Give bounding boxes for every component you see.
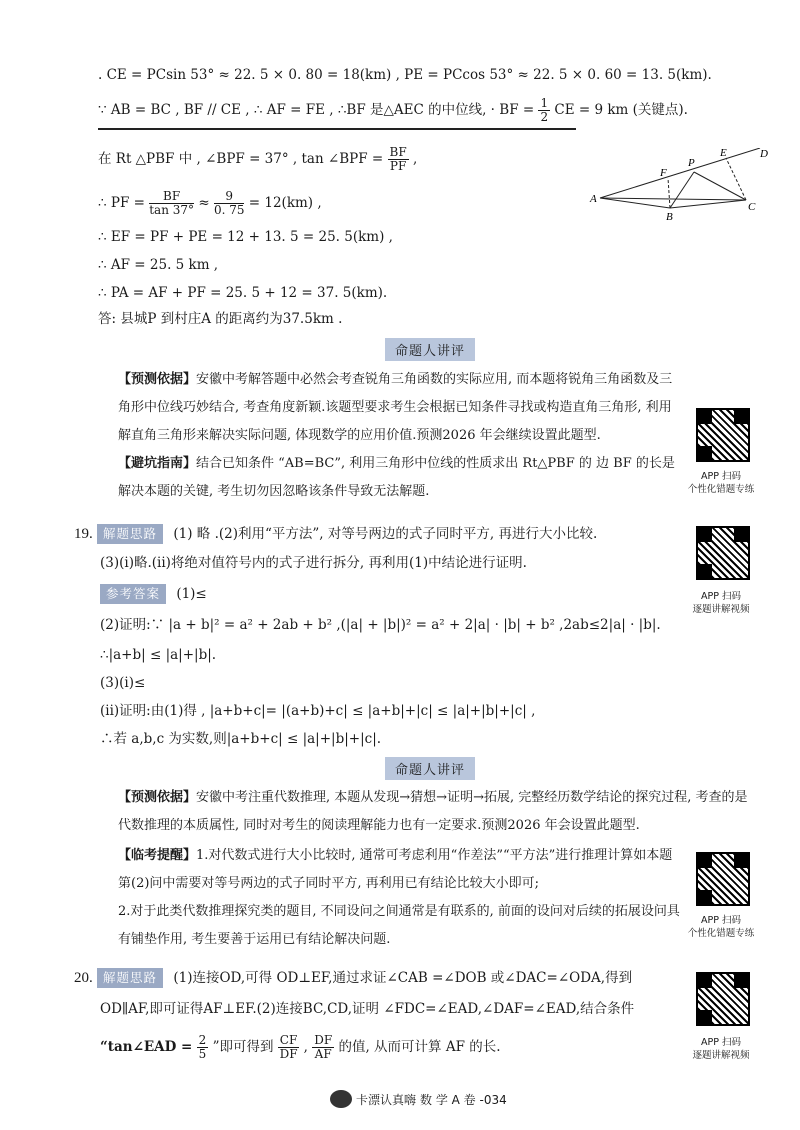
label-p: P (688, 157, 695, 169)
solution-line-ce-pe: . CE = PCsin 53° ≈ 22. 5 × 0. 80 = 18(km) , PE = PCcos 53° ≈ 22. 5 × 0. 60 = 13. 5(km). (98, 67, 712, 83)
solution-line-af: ∴ AF = 25. 5 km , (98, 257, 219, 273)
q20-think-line-1: 20. 解题思路 (1)连接OD,可得 OD⊥EF,通过求证∠CAB =∠DOB 或∠DAC=∠ODA,得到 (74, 970, 633, 986)
fraction-half: $\frac{1}{2}$ (540, 96, 549, 124)
line-c-e (726, 158, 746, 200)
qr-caption-2: APP 扫码 逐题讲解视频 (692, 591, 750, 615)
triangle-diagram (588, 148, 768, 220)
q19-answer-2: (2)证明:∵ |a + b|² = a² + 2ab + b² ,(|a| + |b|)² = a² + 2|a| · |b| + b² ,2ab≤2|a| · |b|. (100, 617, 661, 633)
label-a: A (590, 193, 597, 205)
solution-line-pa: ∴ PA = AF + PF = 25. 5 + 12 = 37. 5(km). (98, 285, 388, 301)
q19-answer-1: 参考答案 (1)≤ (100, 584, 207, 604)
fraction-df-af: $\frac{DF}{AF}$ (314, 1033, 333, 1061)
q19-answer-3: ∴|a+b| ≤ |a|+|b|. (100, 647, 217, 663)
qr-caption-4: APP 扫码 逐题讲解视频 (692, 1037, 750, 1061)
solution-line-pf: ∴ PF = $\frac{BF}{\tan 37^\circ}$ ≈ $\frac{9}{0. 75}$ = 12(km) , (98, 189, 322, 217)
review-2-reminder-2: 2.对于此类代数推理探究类的题目, 不同设问之间通常是有联系的, 前面的设问对后续的拓展设问具有铺垫作用, 考生要善于运用已有结论解决问题. (118, 904, 680, 947)
solution-line-rt-pbf: 在 Rt △PBF 中 , ∠BPF = 37° , tan ∠BPF = $\frac{BF}{PF}$ , (98, 145, 418, 173)
q19-answer-5: (ii)证明:由(1)得 , |a+b+c|= |(a+b)+c| ≤ |a+b|+|c| ≤ |a|+|b|+|c| , (100, 703, 536, 719)
label-d: D (760, 148, 768, 160)
tag-solution-approach-20: 解题思路 (97, 968, 163, 988)
label-c: C (748, 201, 756, 213)
solution-line-ef: ∴ EF = PF + PE = 12 + 13. 5 = 25. 5(km) , (98, 229, 393, 245)
solution-answer: 答: 县城P 到村庄A 的距离约为37.5km . (98, 311, 343, 327)
review-2-reminder-1: 【临考提醒】1.对代数式进行大小比较时, 通常可考虑利用“作差法”“平方法”进行推理计算如本题第(2)问中需要对等号两边的式子同时平方, 再利用已有结论比较大小即可; (118, 848, 673, 891)
line-a-d (600, 148, 760, 198)
line-b-c (670, 200, 746, 208)
fraction-2-5: $\frac{2}{5}$ (198, 1033, 207, 1061)
line-b-f (668, 178, 670, 208)
label-e: E (720, 148, 727, 159)
qr-code-3[interactable] (696, 852, 750, 906)
section-banner-review-1: 命题人讲评 (385, 338, 475, 361)
fraction-9-075: $\frac{9}{0. 75}$ (213, 189, 245, 217)
fraction-bf-pf: $\frac{BF}{PF}$ (389, 145, 407, 173)
mascot-icon (330, 1090, 352, 1108)
line-a-c (600, 198, 746, 200)
tag-solution-approach: 解题思路 (97, 524, 163, 544)
q19-think-line-2: (3)(i)略.(ii)将绝对值符号内的式子进行拆分, 再利用(1)中结论进行证明. (100, 555, 527, 571)
qr-caption-1: APP 扫码 个性化错题专练 (687, 471, 755, 495)
review-1-prediction: 【预测依据】安徽中考解答题中必然会考查锐角三角函数的实际应用, 而本题将锐角三角函数及三角形中位线巧妙结合, 考查角度新颖.该题型要求考生会根据已知条件寻找或构造直角三角形, 利用解直角三角形来解决实际问题, 体现数学的应用价值.预测2026 年会继续设置此题型. (118, 372, 673, 443)
divider-rule (98, 128, 576, 130)
qr-caption-3: APP 扫码 个性化错题专练 (687, 915, 755, 939)
qr-code-2[interactable] (696, 526, 750, 580)
page-footer: 卡漂认真嗨 数 学 A 卷 -034 (330, 1090, 507, 1108)
q19-answer-6: ∴若 a,b,c 为实数,则|a+b+c| ≤ |a|+|b|+|c|. (100, 731, 382, 747)
line-p-c (694, 172, 746, 200)
review-1-pitfall: 【避坑指南】结合已知条件 “AB=BC”, 利用三角形中位线的性质求出 Rt△PBF 的 边 BF 的长是解决本题的关键, 考生切勿因忽略该条件导致无法解题. (118, 456, 675, 499)
fraction-bf-tan: $\frac{BF}{\tan 37^\circ}$ (149, 189, 195, 217)
review-2-prediction: 【预测依据】安徽中考注重代数推理, 本题从发现→猜想→证明→拓展, 完整经历数学结论的探究过程, 考查的是代数推理的本质属性, 同时对考生的阅读理解能力也有一定要求.预测2026 年会设置此题型. (118, 790, 748, 833)
q20-think-line-3: “tan∠EAD = $\frac{2}{5}$ ”即可得到 $\frac{CF}{DF}$ , $\frac{DF}{AF}$ 的值, 从而可计算 AF 的长. (100, 1033, 501, 1061)
q20-think-line-2: OD∥AF,即可证得AF⊥EF.(2)连接BC,CD,证明 ∠FDC=∠EAD,∠DAF=∠EAD,结合条件 (100, 1001, 635, 1017)
solution-line-bf: ∵ AB = BC , BF // CE , ∴ AF = FE , ∴BF 是△AEC 的中位线, · BF = $\frac{1}{2}$ CE = 9 km (关键点). (98, 96, 688, 124)
line-b-p (670, 172, 694, 208)
label-f: F (660, 167, 667, 179)
q19-answer-4: (3)(i)≤ (100, 675, 146, 691)
q19-think-line-1: 19. 解题思路 (1) 略 .(2)利用“平方法”, 对等号两边的式子同时平方, 再进行大小比较. (74, 526, 598, 542)
tag-reference-answer: 参考答案 (100, 584, 166, 604)
line-a-b (600, 198, 670, 208)
qr-code-4[interactable] (696, 972, 750, 1026)
qr-code-1[interactable] (696, 408, 750, 462)
section-banner-review-2: 命题人讲评 (385, 757, 475, 780)
label-b: B (666, 211, 673, 220)
fraction-cf-df: $\frac{CF}{DF}$ (279, 1033, 298, 1061)
